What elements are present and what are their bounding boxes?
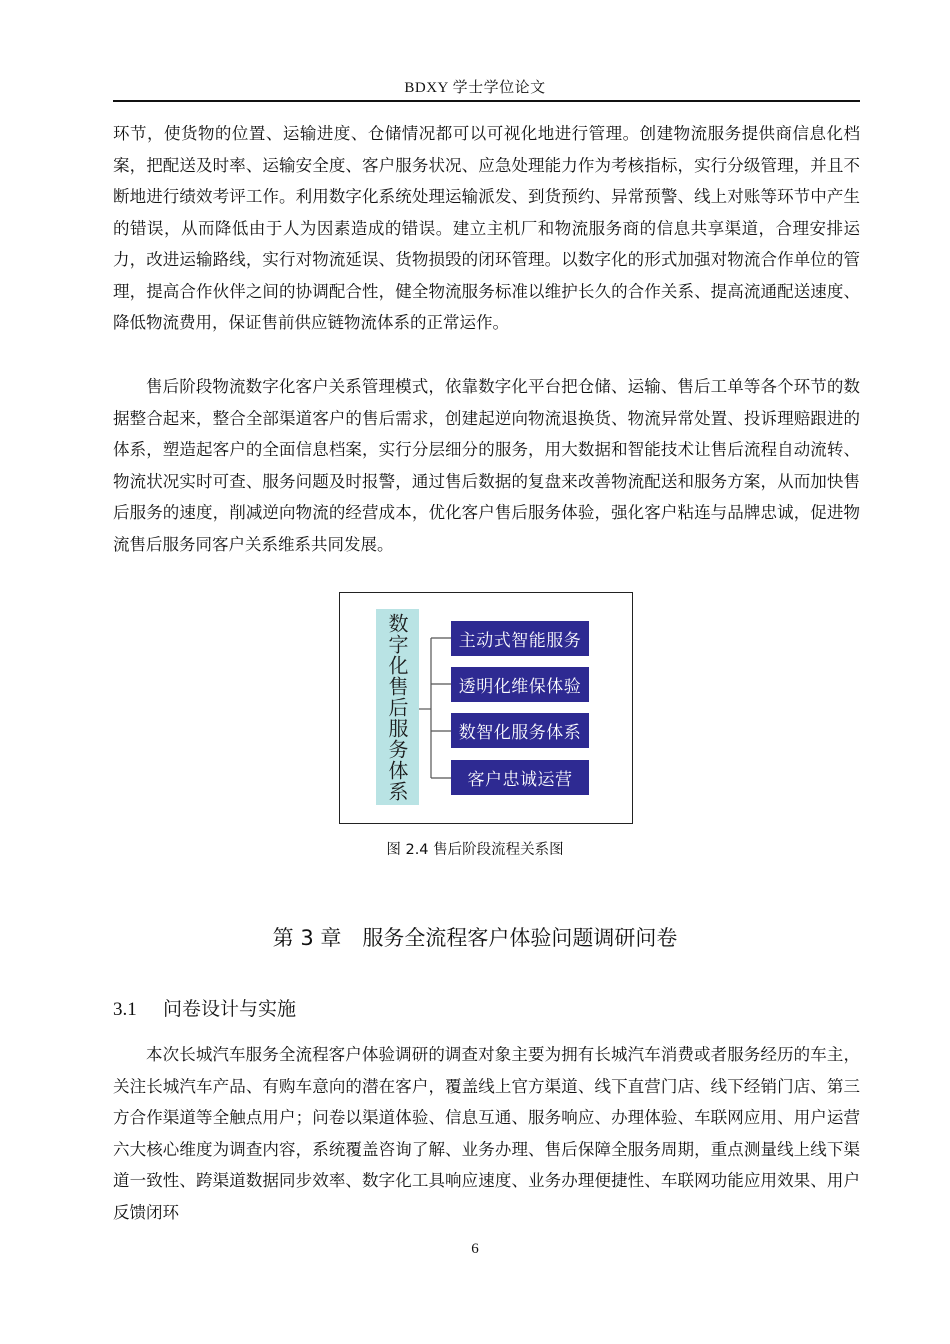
figure-item-1: 主动式智能服务	[451, 621, 589, 656]
header-rule	[113, 100, 860, 102]
body-paragraph-1: 环节，使货物的位置、运输进度、仓储情况都可以可视化地进行管理。创建物流服务提供商信息化档案，把配送及时率、运输安全度、客户服务状况、应急处理能力作为考核指标，实行分级管理，并且不断地进行绩效考评工作。利用数字化系统处理运输派发、到货预约、异常预警、线上对账等环节中产生的错误，从而降低由于人为因素造成的错误。建立主机厂和物流服务商的信息共享渠道，合理安排运力，改进运输路线，实行对物流延误、货物损毁的闭环管理。以数字化的形式加强对物流合作单位的管理，提高合作伙伴之间的协调配合性，健全物流服务标准以维护长久的合作关系、提高流通配送速度、降低物流费用，保证售前供应链物流体系的正常运作。	[113, 124, 860, 332]
figure-item-3: 数智化服务体系	[451, 713, 589, 748]
running-header: BDXY 学士学位论文	[404, 80, 546, 96]
figure-connector-lines	[419, 593, 455, 825]
figure-item-4: 客户忠诚运营	[451, 760, 589, 795]
figure-caption: 图 2.4 售后阶段流程关系图	[386, 842, 564, 858]
figure-item-2: 透明化维保体验	[451, 667, 589, 702]
section-heading	[113, 994, 296, 1021]
page-number: 6	[471, 1241, 479, 1257]
section-number: 3.1	[113, 999, 137, 1020]
section-title: 问卷设计与实施	[163, 998, 297, 1020]
figure-root-label: 数字化售后服务体系	[376, 609, 419, 805]
figure-service-system	[339, 592, 633, 824]
chapter-title: 第 3 章 服务全流程客户体验问题调研问卷	[272, 926, 678, 950]
body-paragraph-2: 售后阶段物流数字化客户关系管理模式，依靠数字化平台把仓储、运输、售后工单等各个环节的数据整合起来，整合全部渠道客户的售后需求，创建起逆向物流退换货、物流异常处置、投诉理赔跟进的体系，塑造起客户的全面信息档案，实行分层细分的服务，用大数据和智能技术让售后流程自动流转、物流状况实时可查、服务问题及时报警，通过售后数据的复盘来改善物流配送和服务方案，从而加快售后服务的速度，削减逆向物流的经营成本，优化客户售后服务体验，强化客户粘连与品牌忠诚，促进物流售后服务同客户关系维系共同发展。	[113, 377, 860, 554]
body-paragraph-3: 本次长城汽车服务全流程客户体验调研的调查对象主要为拥有长城汽车消费或者服务经历的车主，关注长城汽车产品、有购车意向的潜在客户，覆盖线上官方渠道、线下直营门店、线下经销门店、第三方合作渠道等全触点用户；问卷以渠道体验、信息互通、服务响应、办理体验、车联网应用、用户运营六大核心维度为调查内容，系统覆盖咨询了解、业务办理、售后保障全服务周期，重点测量线上线下渠道一致性、跨渠道数据同步效率、数字化工具响应速度、业务办理便捷性、车联网功能应用效果、用户反馈闭环	[113, 1045, 860, 1222]
